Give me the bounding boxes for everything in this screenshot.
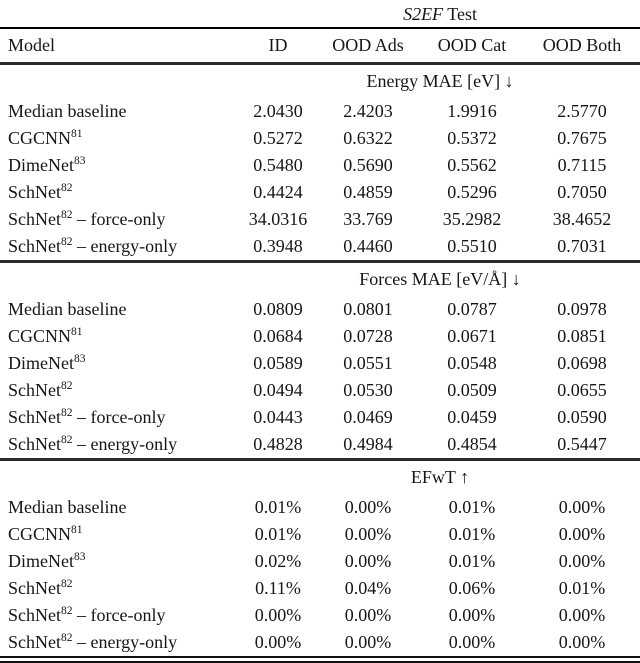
value-cell: 0.01% — [558, 578, 606, 598]
table-title-regular: Test — [443, 4, 477, 24]
value-cell: 0.0684 — [253, 326, 303, 346]
section-header-row-efwt — [0, 460, 640, 495]
citation-superscript: 81 — [71, 128, 83, 140]
column-header-ood-both: OOD Both — [524, 28, 640, 64]
citation-superscript: 82 — [61, 578, 73, 590]
model-name: CGCNN — [8, 326, 72, 346]
value-cell: 0.0469 — [343, 407, 393, 427]
value-cell: 0.5562 — [447, 155, 497, 175]
table-title-italic: S2EF — [403, 4, 444, 24]
model-name-cell — [0, 377, 240, 404]
model-name-cell — [0, 98, 240, 125]
table-row — [0, 431, 640, 460]
section-forces-mae — [0, 262, 640, 460]
section-header-label: EFwT ↑ — [410, 467, 470, 487]
model-name: SchNet — [8, 632, 61, 652]
results-table — [0, 2, 640, 656]
value-cell: 0.0459 — [447, 407, 497, 427]
model-name: SchNet — [8, 578, 61, 598]
value-cell: 0.4854 — [447, 434, 497, 454]
value-cell: 0.00% — [344, 605, 392, 625]
value-cell: 0.00% — [558, 605, 606, 625]
value-cell: 0.0590 — [557, 407, 607, 427]
table-row — [0, 575, 640, 602]
value-cell: 38.4652 — [552, 209, 612, 229]
section-header-spacer-cell — [0, 262, 240, 297]
value-cell: 33.769 — [343, 209, 393, 229]
value-cell: 0.00% — [558, 524, 606, 544]
model-name-cell — [0, 296, 240, 323]
value-cell: 0.7031 — [557, 236, 607, 256]
value-cell: 0.0801 — [343, 299, 393, 319]
model-name: SchNet — [8, 605, 61, 625]
value-cell: 0.5690 — [343, 155, 393, 175]
model-name: Median baseline — [8, 101, 127, 121]
citation-superscript: 82 — [61, 236, 73, 248]
value-cell: 0.04% — [344, 578, 392, 598]
value-cell: 0.11% — [255, 578, 301, 598]
table-row — [0, 98, 640, 125]
value-cell: 0.0787 — [447, 299, 497, 319]
model-name-cell — [0, 629, 240, 656]
table-row — [0, 152, 640, 179]
model-name-suffix: – energy-only — [72, 434, 178, 454]
value-cell: 0.0551 — [343, 353, 393, 373]
value-cell: 0.0655 — [557, 380, 607, 400]
citation-superscript: 82 — [61, 380, 73, 392]
table-row — [0, 521, 640, 548]
model-name: Median baseline — [8, 497, 127, 517]
value-cell: 0.0443 — [253, 407, 303, 427]
model-name-cell — [0, 548, 240, 575]
value-cell: 0.7115 — [557, 155, 607, 175]
section-header-label: Forces MAE [eV/Å] ↓ — [359, 269, 521, 289]
value-cell: 0.00% — [344, 497, 392, 517]
value-cell: 0.4424 — [253, 182, 303, 202]
value-cell: 0.00% — [254, 605, 302, 625]
table-row — [0, 494, 640, 521]
section-header-row-energy-mae — [0, 64, 640, 99]
value-cell: 0.01% — [448, 524, 496, 544]
model-name-cell — [0, 323, 240, 350]
citation-superscript: 83 — [73, 551, 86, 563]
value-cell: 0.01% — [254, 524, 302, 544]
section-energy-mae — [0, 64, 640, 262]
value-cell: 0.00% — [448, 605, 496, 625]
citation-superscript: 82 — [61, 209, 73, 221]
value-cell: 0.5372 — [447, 128, 497, 148]
value-cell: 2.0430 — [253, 101, 303, 121]
value-cell: 0.02% — [254, 551, 302, 571]
value-cell: 0.0530 — [343, 380, 393, 400]
value-cell: 0.5510 — [447, 236, 497, 256]
value-cell: 0.6322 — [343, 128, 393, 148]
citation-superscript: 81 — [71, 524, 83, 536]
citation-superscript: 82 — [61, 434, 73, 446]
model-name-suffix: – force-only — [72, 209, 166, 229]
value-cell: 0.0728 — [343, 326, 393, 346]
model-name: Median baseline — [8, 299, 127, 319]
table-row — [0, 377, 640, 404]
column-header-ood-cat: OOD Cat — [420, 28, 524, 64]
value-cell: 0.0851 — [557, 326, 607, 346]
model-name: DimeNet — [8, 155, 74, 175]
value-cell: 0.7675 — [557, 128, 607, 148]
model-name-cell — [0, 125, 240, 152]
model-name-cell — [0, 152, 240, 179]
section-header-label: Energy MAE [eV] ↓ — [366, 71, 514, 91]
value-cell: 0.00% — [558, 632, 606, 652]
value-cell: 0.0809 — [253, 299, 303, 319]
value-cell: 0.01% — [448, 497, 496, 517]
table-row — [0, 179, 640, 206]
value-cell: 0.00% — [558, 497, 606, 517]
citation-superscript: 82 — [61, 605, 73, 617]
table-row — [0, 548, 640, 575]
citation-superscript: 83 — [73, 353, 86, 365]
model-name: CGCNN — [8, 524, 72, 544]
value-cell: 34.0316 — [248, 209, 308, 229]
value-cell: 0.0509 — [447, 380, 497, 400]
citation-superscript: 82 — [61, 632, 73, 644]
value-cell: 1.9916 — [447, 101, 497, 121]
value-cell: 0.06% — [448, 578, 496, 598]
model-name-suffix: – force-only — [72, 407, 166, 427]
model-name-cell — [0, 404, 240, 431]
value-cell: 0.4460 — [343, 236, 393, 256]
value-cell: 0.0978 — [557, 299, 607, 319]
model-name-cell — [0, 602, 240, 629]
value-cell: 0.00% — [558, 551, 606, 571]
model-name-cell — [0, 575, 240, 602]
value-cell: 0.4828 — [253, 434, 303, 454]
model-name: CGCNN — [8, 128, 72, 148]
model-name-cell — [0, 431, 240, 460]
section-header-spacer-cell — [0, 460, 240, 495]
value-cell: 0.0548 — [447, 353, 497, 373]
citation-superscript: 81 — [71, 326, 83, 338]
value-cell: 0.00% — [448, 632, 496, 652]
value-cell: 0.5272 — [253, 128, 303, 148]
model-name: DimeNet — [8, 551, 74, 571]
value-cell: 2.4203 — [343, 101, 393, 121]
value-cell: 0.0589 — [253, 353, 303, 373]
table-row — [0, 350, 640, 377]
model-name: SchNet — [8, 209, 61, 229]
value-cell: 0.3948 — [253, 236, 303, 256]
model-name-cell — [0, 521, 240, 548]
model-name-cell — [0, 350, 240, 377]
model-name-cell — [0, 233, 240, 262]
value-cell: 0.00% — [344, 551, 392, 571]
model-name-suffix: – energy-only — [72, 236, 178, 256]
table-row — [0, 629, 640, 656]
column-header-ood-ads: OOD Ads — [316, 28, 420, 64]
model-name: DimeNet — [8, 353, 74, 373]
value-cell: 0.5480 — [253, 155, 303, 175]
model-name-cell — [0, 494, 240, 521]
table-row — [0, 404, 640, 431]
section-header-row-forces-mae — [0, 262, 640, 297]
column-header-row — [0, 28, 640, 64]
title-spacer-cell — [0, 2, 240, 28]
table-bottom-rule — [0, 656, 640, 663]
value-cell: 35.2982 — [442, 209, 502, 229]
section-efwt — [0, 460, 640, 657]
section-header-spacer-cell — [0, 64, 240, 99]
value-cell: 0.4984 — [343, 434, 393, 454]
table-row — [0, 125, 640, 152]
value-cell: 0.00% — [254, 632, 302, 652]
table-row — [0, 296, 640, 323]
value-cell: 0.01% — [448, 551, 496, 571]
value-cell: 0.0494 — [253, 380, 303, 400]
citation-superscript: 82 — [61, 182, 73, 194]
value-cell: 0.01% — [254, 497, 302, 517]
table-row — [0, 233, 640, 262]
model-name-suffix: – energy-only — [72, 632, 178, 652]
value-cell: 0.7050 — [557, 182, 607, 202]
value-cell: 0.0671 — [447, 326, 497, 346]
value-cell: 0.5447 — [557, 434, 607, 454]
value-cell: 0.0698 — [557, 353, 607, 373]
model-name-cell — [0, 179, 240, 206]
model-name: SchNet — [8, 182, 61, 202]
value-cell: 0.4859 — [343, 182, 393, 202]
column-header-id: ID — [240, 28, 316, 64]
table-title — [240, 2, 640, 28]
value-cell: 0.00% — [344, 632, 392, 652]
table-row — [0, 206, 640, 233]
table-row — [0, 602, 640, 629]
value-cell: 0.00% — [344, 524, 392, 544]
model-name: SchNet — [8, 236, 61, 256]
table-head — [0, 2, 640, 64]
value-cell: 2.5770 — [557, 101, 607, 121]
model-name-cell — [0, 206, 240, 233]
model-name: SchNet — [8, 407, 61, 427]
table-title-row — [0, 2, 640, 28]
value-cell: 0.5296 — [447, 182, 497, 202]
citation-superscript: 82 — [61, 407, 73, 419]
model-name: SchNet — [8, 434, 61, 454]
column-header-model: Model — [0, 28, 240, 64]
model-name-suffix: – force-only — [72, 605, 166, 625]
model-name: SchNet — [8, 380, 61, 400]
table-row — [0, 323, 640, 350]
citation-superscript: 83 — [73, 155, 86, 167]
